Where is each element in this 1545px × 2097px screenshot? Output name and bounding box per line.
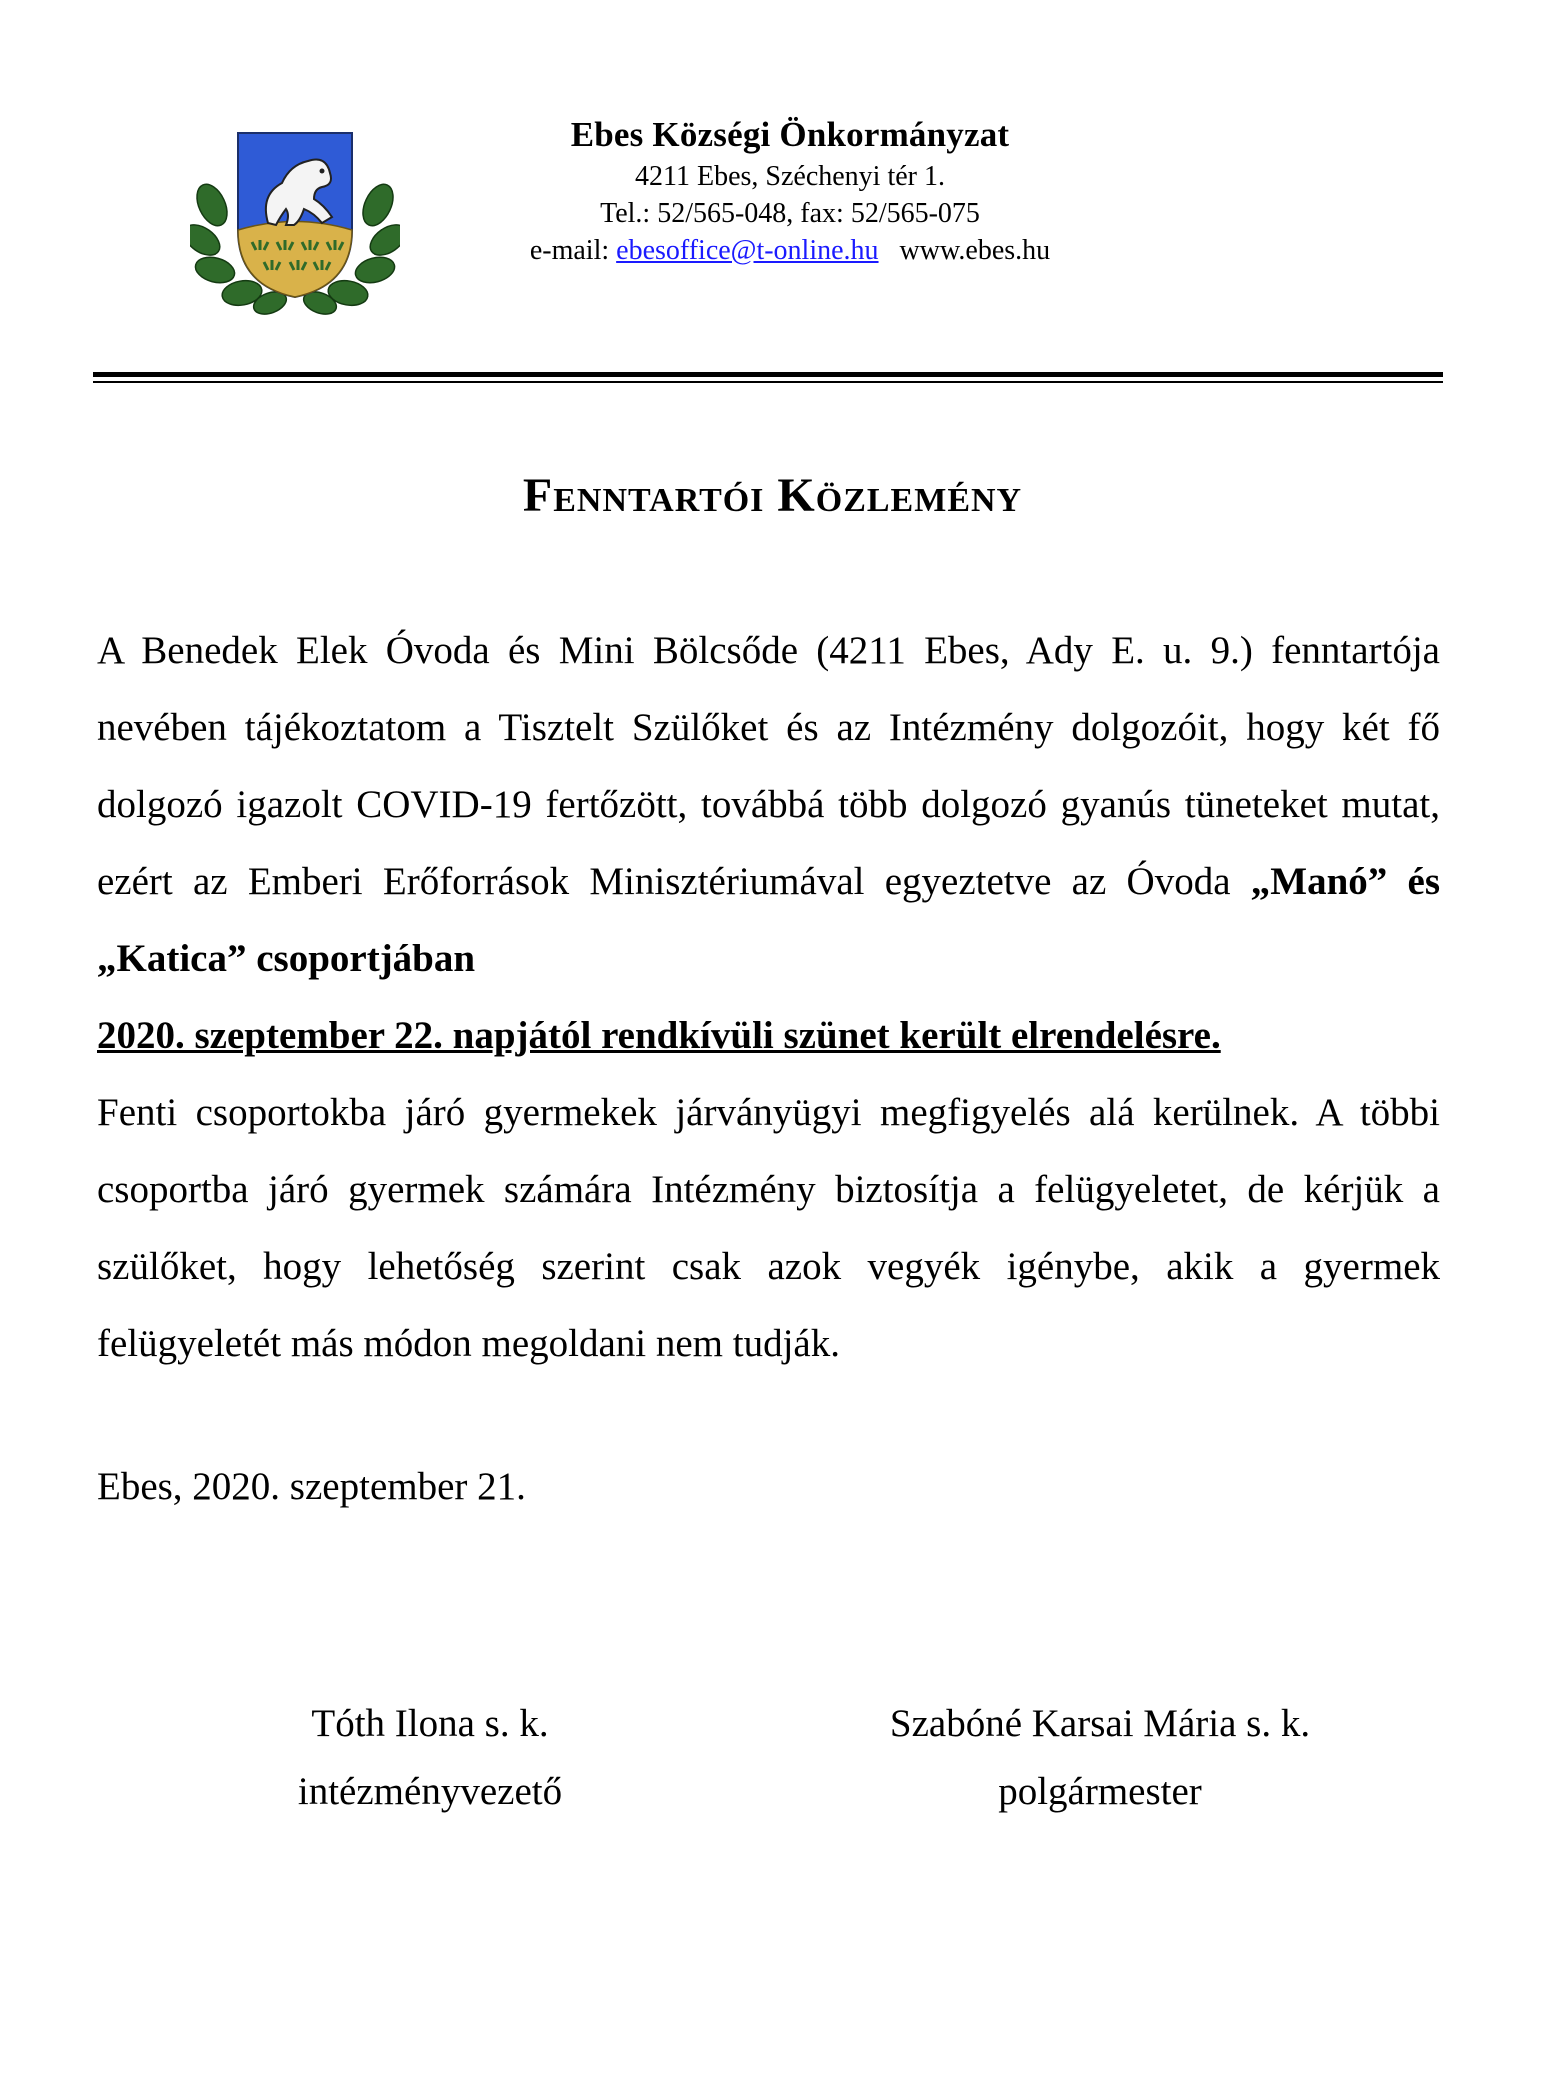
date-line: Ebes, 2020. szeptember 21. — [97, 1465, 526, 1508]
signatory-name: Szabóné Karsai Mária s. k. — [889, 1702, 1311, 1745]
signature-left — [230, 1690, 630, 1826]
closure-notice-text: 2020. szeptember 22. napjától rendkívüli szünet került elrendelésre. — [97, 1014, 1221, 1057]
affected-groups-text: „Manó” és „Katica” csoportjában — [97, 860, 1440, 980]
email-link[interactable]: ebesoffice@t-online.hu — [616, 235, 879, 266]
coat-of-arms-icon — [190, 125, 400, 315]
phone-fax: Tel.: 52/565-048, fax: 52/565-075 — [600, 198, 980, 229]
document-title: Fenntartói Közlemény — [522, 469, 1023, 522]
letterhead — [470, 112, 1110, 269]
body-followup-text: Fenti csoportokba járó gyermekek járványügyi megfigyelés alá kerülnek. A többi csoportba járó gyermek számára Intézmény biztosítja a felügyeletet, de kérjük a szülőket, hogy lehetőség szerint csak azok vegyék igénybe, akik a gyermek felügyeletét más módon megoldani nem tudják. — [97, 1091, 1440, 1365]
email-label: e-mail: — [529, 235, 617, 266]
signature-right — [830, 1690, 1370, 1826]
announcement-body — [97, 612, 1440, 1382]
body-intro-text: A Benedek Elek Óvoda és Mini Bölcsőde (4211 Ebes, Ady E. u. 9.) fenntartója nevében tájékoztatom a Tisztelt Szülőket és az Intézmény dolgozóit, hogy két fő dolgozó igazolt COVID-19 fertőzött, továbbá több dolgozó gyanús tüneteket mutat, ezért az Emberi Erőforrások Minisztériumával egyeztetve az Óvoda — [97, 629, 1440, 903]
organization-name: Ebes Községi Önkormányzat — [570, 115, 1010, 154]
organization-address: 4211 Ebes, Széchenyi tér 1. — [635, 161, 945, 192]
signatory-role: intézményvezető — [297, 1770, 563, 1813]
website-text: www.ebes.hu — [899, 235, 1051, 266]
header-divider-thin — [93, 381, 1443, 383]
signatory-role: polgármester — [998, 1770, 1202, 1813]
header-divider-thick — [93, 372, 1443, 377]
signatory-name: Tóth Ilona s. k. — [311, 1702, 549, 1745]
contact-line — [470, 232, 1110, 269]
